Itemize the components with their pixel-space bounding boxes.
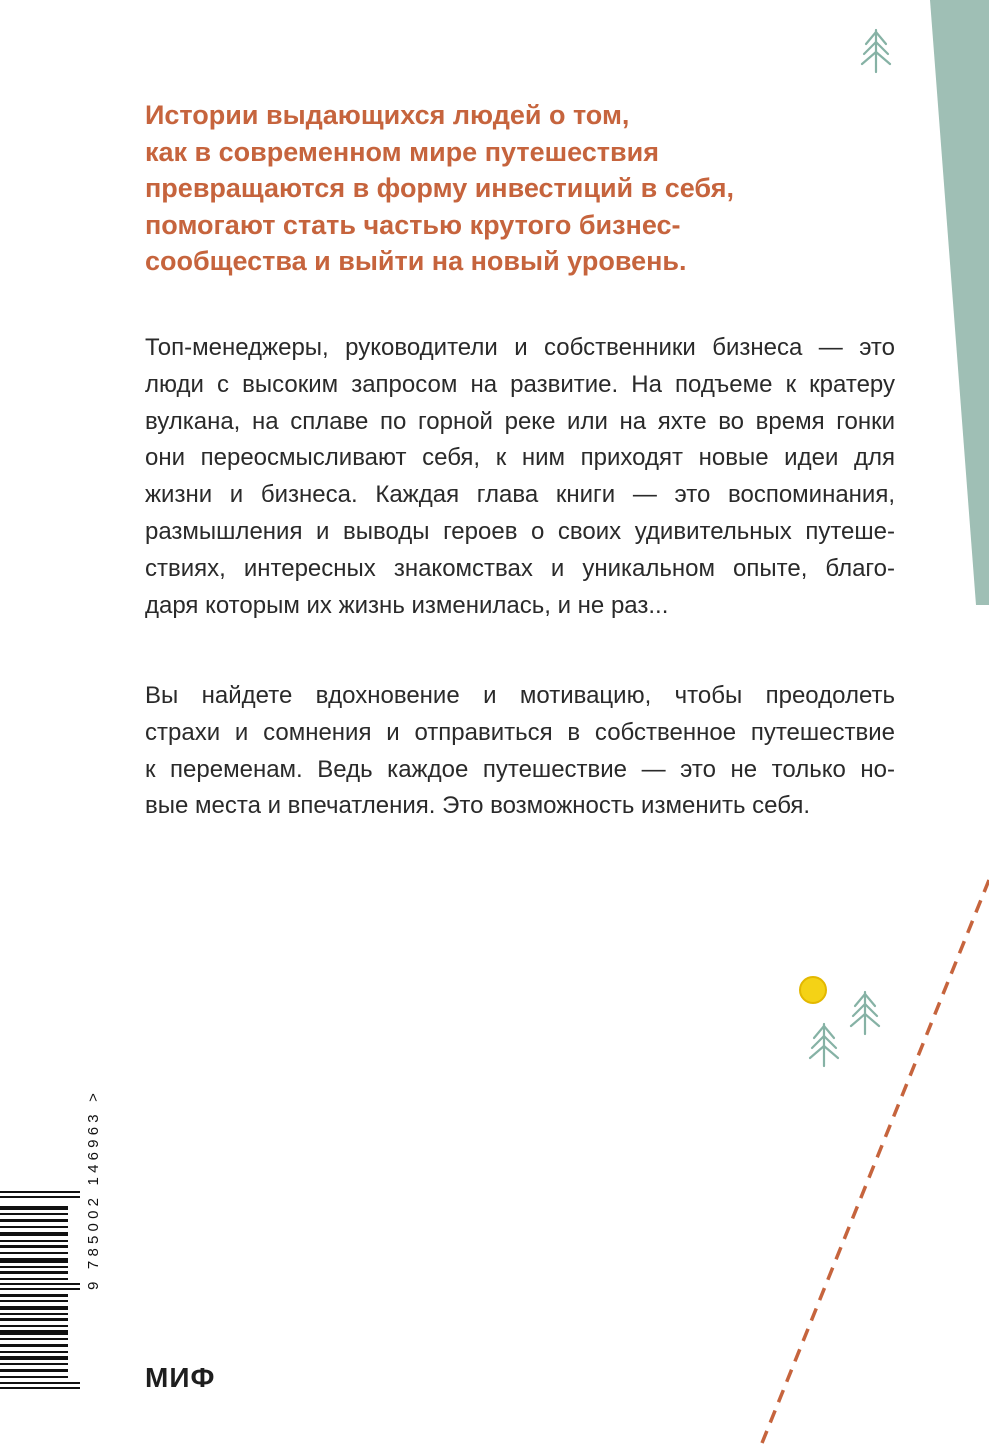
paragraph-line: Топ-менеджеры, руководители и собственники бизнеса — это	[145, 334, 895, 361]
description-paragraph-2	[145, 678, 895, 825]
paragraph-line: размышления и выводы героев о своих удивительных путеше-	[145, 517, 895, 545]
paragraph-line: люди с высоким запросом на развитие. На подъеме к кратеру	[145, 370, 895, 398]
paragraph-line: Вы найдете вдохновение и мотивацию, чтобы преодолеть	[145, 682, 895, 709]
paragraph-line: к переменам. Ведь каждое путешествие — это не только но-	[145, 755, 895, 783]
sun-icon	[800, 977, 826, 1003]
paragraph-line: вулкана, на сплаве по горной реке или на яхте во время гонки	[145, 407, 895, 435]
barcode	[0, 1191, 80, 1389]
publisher-logo: МИФ	[145, 1362, 216, 1393]
paragraph-line: жизни и бизнеса. Каждая глава книги — это воспоминания,	[145, 481, 895, 509]
paragraph-line: вые места и впечатления. Это возможность изменить себя.	[145, 792, 811, 820]
paragraph-line: даря которым их жизнь изменилась, и не раз...	[145, 591, 669, 619]
pine-tree-icon	[851, 992, 879, 1034]
headline-line: сообщества и выйти на новый уровень.	[145, 246, 687, 276]
pine-tree-icon	[862, 30, 890, 72]
description-paragraph-1	[145, 330, 895, 624]
dashed-trail-line	[760, 880, 989, 1448]
paragraph-line: ствиях, интересных знакомствах и уникальном опыте, благо-	[145, 554, 895, 582]
headline-line: Истории выдающихся людей о том,	[145, 100, 630, 130]
paragraph-line: они переосмысливают себя, к ним приходят новые идеи для	[145, 444, 895, 472]
paragraph-line: страхи и сомнения и отправиться в собственное путешествие	[145, 718, 895, 746]
pine-tree-icon	[810, 1024, 838, 1066]
headline-line: как в современном мире путешествия	[145, 136, 659, 167]
headline-line: помогают стать частью крутого бизнес-	[145, 209, 681, 240]
headline-line: превращаются в форму инвестиций в себя,	[145, 173, 735, 203]
headline	[145, 97, 845, 280]
teal-corner-panel	[930, 0, 989, 605]
barcode-digits-text: 9 785002 146963 >	[85, 1088, 102, 1290]
